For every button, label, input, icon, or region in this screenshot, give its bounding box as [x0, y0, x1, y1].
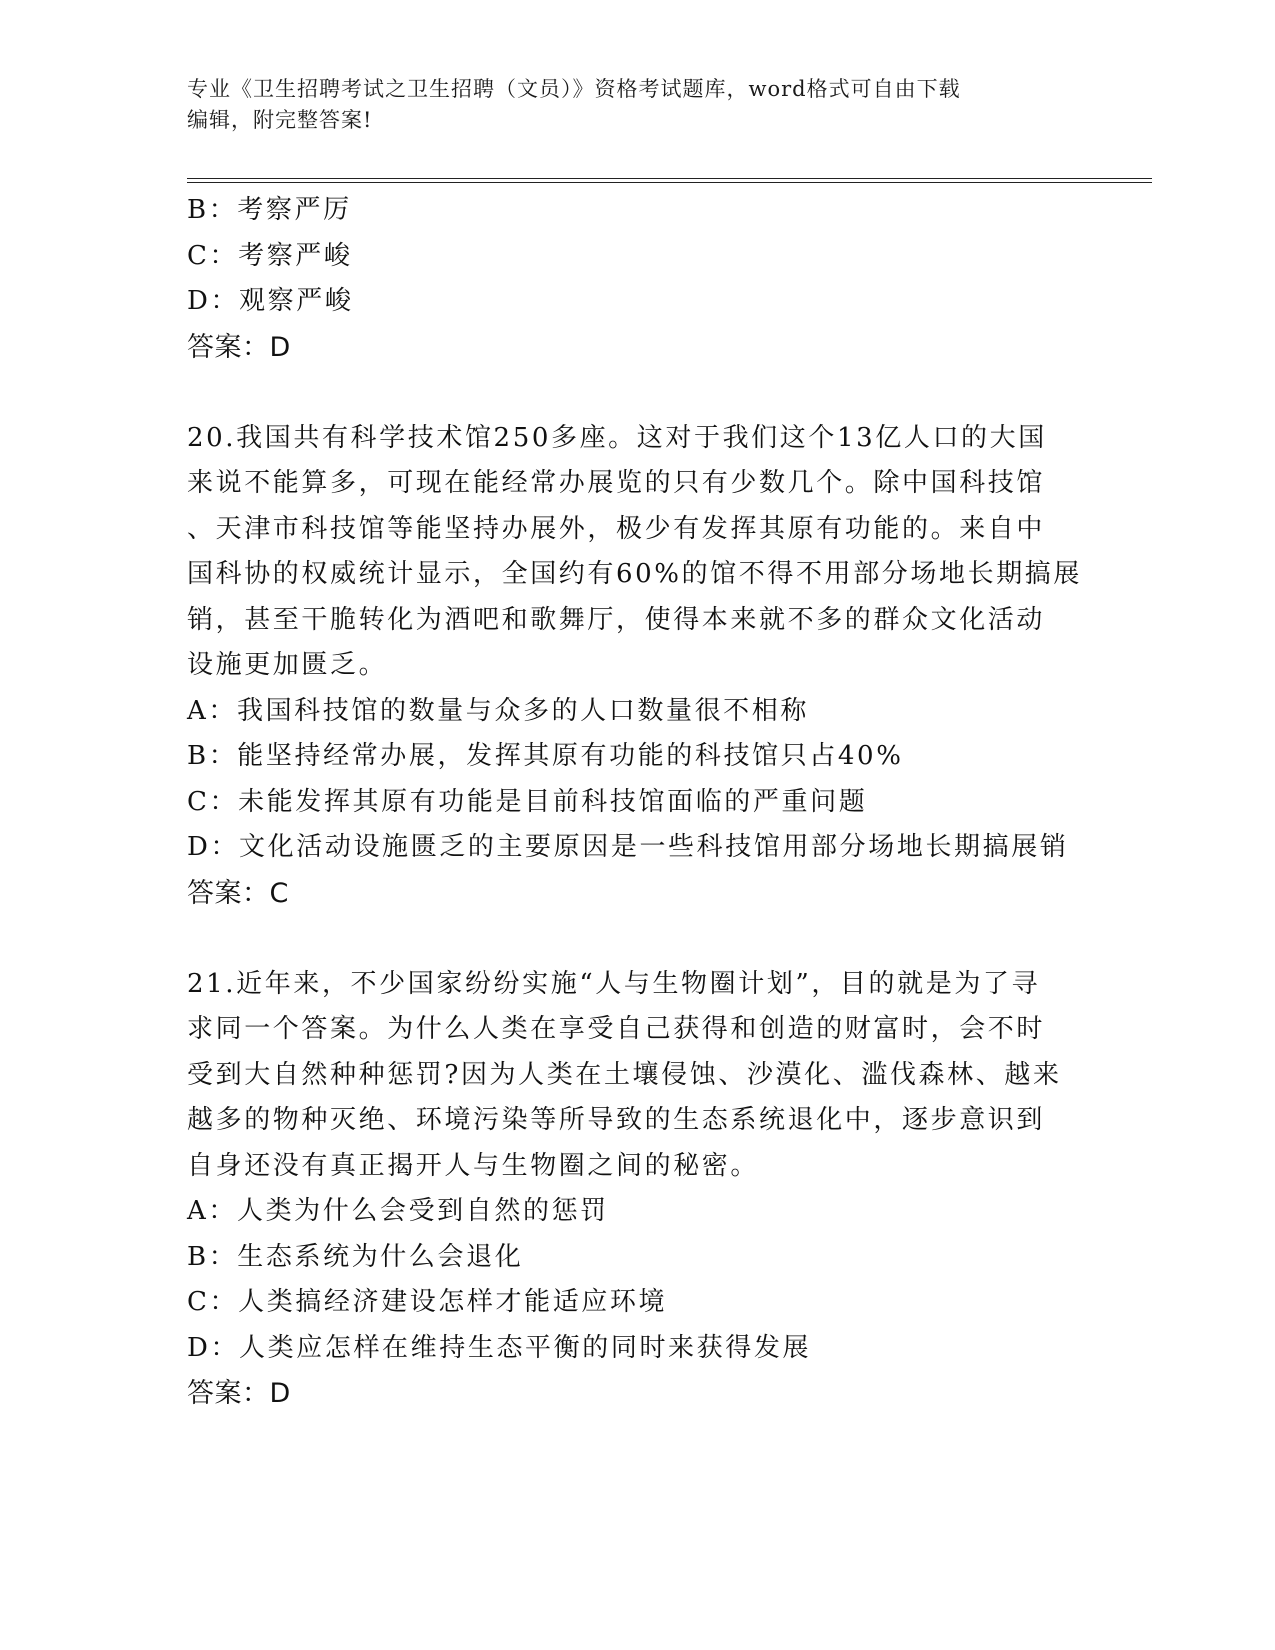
q19-option-c: C：考察严峻: [187, 240, 353, 271]
question-content: [187, 188, 1087, 1417]
q20-stem-line: 来说不能算多，可现在能经常办展览的只有少数几个。除中国科技馆: [187, 468, 1046, 498]
question-20-block: [187, 416, 1087, 917]
q20-stem-line: 设施更加匮乏。: [187, 650, 388, 680]
q20-option-a: A：我国科技馆的数量与众多的人口数量很不相称: [187, 695, 809, 726]
q21-option-b: B：生态系统为什么会退化: [187, 1241, 524, 1272]
q21-stem-line: 21.近年来，不少国家纷纷实施“人与生物圈计划”，目的就是为了寻: [187, 968, 1041, 999]
q19-option-d: D：观察严峻: [187, 286, 354, 316]
q21-stem-line: 求同一个答案。为什么人类在享受自己获得和创造的财富时，会不时: [187, 1014, 1046, 1044]
q20-answer: 答案：C: [187, 877, 289, 909]
question-19-block: [187, 188, 1087, 370]
q20-option-c: C：未能发挥其原有功能是目前科技馆面临的严重问题: [187, 786, 868, 817]
q21-stem-line: 越多的物种灭绝、环境污染等所导致的生态系统退化中，逐步意识到: [187, 1105, 1046, 1135]
header-line-1: 专业《卫生招聘考试之卫生招聘（文员）》资格考试题库，word格式可自由下载: [187, 77, 961, 101]
q21-option-c: C：人类搞经济建设怎样才能适应环境: [187, 1287, 668, 1317]
q21-stem-line: 受到大自然种种惩罚?因为人类在土壤侵蚀、沙漠化、滥伐森林、越来: [187, 1059, 1062, 1090]
spacer: [187, 916, 1087, 962]
header-divider-top: [187, 178, 1152, 179]
spacer: [187, 370, 1087, 416]
q20-stem-line: 国科协的权威统计显示，全国约有60%的馆不得不用部分场地长期搞展: [187, 559, 1082, 589]
q19-option-b: B：考察严厉: [187, 195, 352, 225]
header-line-2: 编辑，附完整答案!: [187, 108, 373, 132]
q21-option-d: D：人类应怎样在维持生态平衡的同时来获得发展: [187, 1332, 812, 1363]
q21-answer: 答案：D: [187, 1378, 291, 1409]
q21-option-a: A：人类为什么会受到自然的惩罚: [187, 1196, 609, 1226]
question-21-block: [187, 962, 1087, 1417]
q20-option-b: B：能坚持经常办展，发挥其原有功能的科技馆只占40%: [187, 741, 904, 771]
q20-stem-line: 、天津市科技馆等能坚持办展外，极少有发挥其原有功能的。来自中: [187, 513, 1046, 544]
q20-stem-line: 20.我国共有科学技术馆250多座。这对于我们这个13亿人口的大国: [187, 422, 1047, 453]
q20-option-d: D：文化活动设施匮乏的主要原因是一些科技馆用部分场地长期搞展销: [187, 832, 1069, 862]
q20-stem-line: 销，甚至干脆转化为酒吧和歌舞厅，使得本来就不多的群众文化活动: [187, 604, 1046, 635]
q21-stem-line: 自身还没有真正揭开人与生物圈之间的秘密。: [187, 1150, 760, 1181]
page-header: [187, 74, 1087, 136]
q19-answer: 答案：D: [187, 331, 291, 363]
header-divider-bottom: [187, 182, 1152, 183]
